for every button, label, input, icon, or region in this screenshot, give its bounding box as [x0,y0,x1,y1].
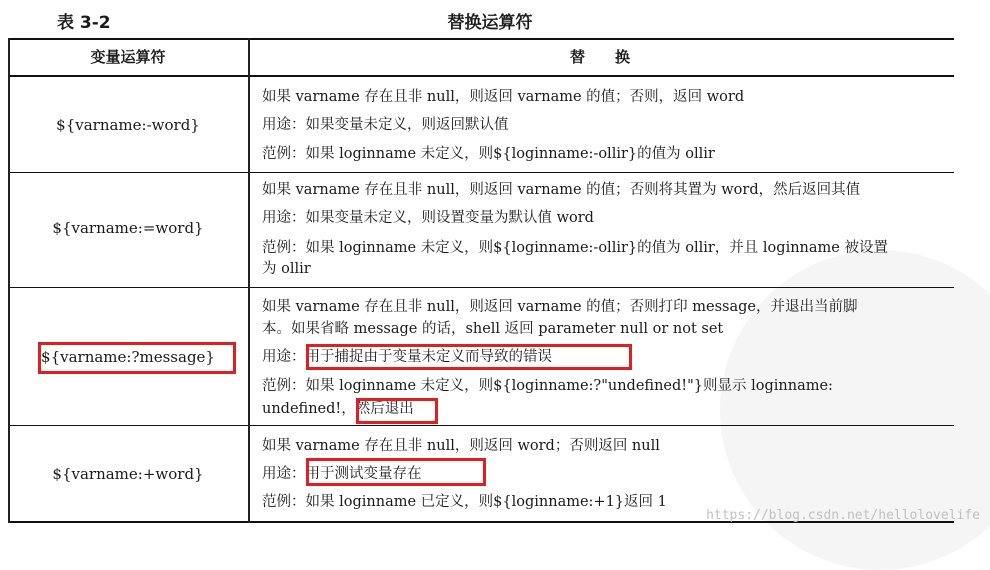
table-title: 替换运算符 [447,13,533,33]
row4-line3: 范例：如果 loginname 已定义，则${loginname:+1}返回 1 [262,494,667,510]
row3-line4: 范例：如果 loginname 未定义，则${loginname:?"undefined!"}则显示 loginname: [262,378,833,394]
row-divider-3 [8,425,954,426]
row-divider-1 [8,172,954,173]
row3-line1: 如果 varname 存在且非 null，则返回 varname 的值；否则打印 message，并退出当前脚 [262,299,858,315]
operator-cell-1: ${varname:-word} [56,116,200,134]
row2-line3: 范例：如果 loginname 未定义，则${loginname:-ollir}的值为 ollir，并且 loginname 被设置 [262,240,888,256]
row3-line2: 本。如果省略 message 的话，shell 返回 parameter null or not set [262,321,724,337]
row4-line2: 用途：用于测试变量存在 [262,466,422,482]
highlight-box-usage [306,344,632,370]
operator-cell-4: ${varname:+word} [52,465,204,483]
operator-cell-2: ${varname:=word} [52,219,204,237]
row3-line3: 用途：用于捕捉由于变量未定义而导致的错误 [262,349,552,365]
header-rule [8,75,954,77]
row1-line2: 用途：如果变量未定义，则返回默认值 [262,117,509,133]
column-divider [248,38,250,523]
left-border [8,38,10,523]
url-watermark: https://blog.csdn.net/hellolovelife [706,508,980,523]
row1-line3: 范例：如果 loginname 未定义，则${loginname:-ollir}的值为 ollir [262,146,715,162]
row4-line1: 如果 varname 存在且非 null，则返回 word；否则返回 null [262,438,660,454]
operator-cell-3: ${varname:?message} [41,348,215,366]
highlight-box-test [306,458,486,486]
header-operator: 变量运算符 [90,48,166,66]
row1-line1: 如果 varname 存在且非 null，则返回 varname 的值；否则，返回 word [262,89,745,105]
row2-line2: 用途：如果变量未定义，则设置变量为默认值 word [262,210,594,226]
highlight-box-exit [356,398,438,424]
row2-line1: 如果 varname 存在且非 null，则返回 varname 的值；否则将其置为 word，然后返回其值 [262,182,861,198]
table-caption [0,0,990,36]
highlight-box-operator [38,342,236,374]
row-divider-2 [8,287,954,288]
table-number: 表 3-2 [57,13,111,33]
row2-line4: 为 ollir [262,261,311,277]
row3-line5: undefined!，然后退出 [262,401,414,417]
header-substitution: 替 换 [569,48,630,66]
